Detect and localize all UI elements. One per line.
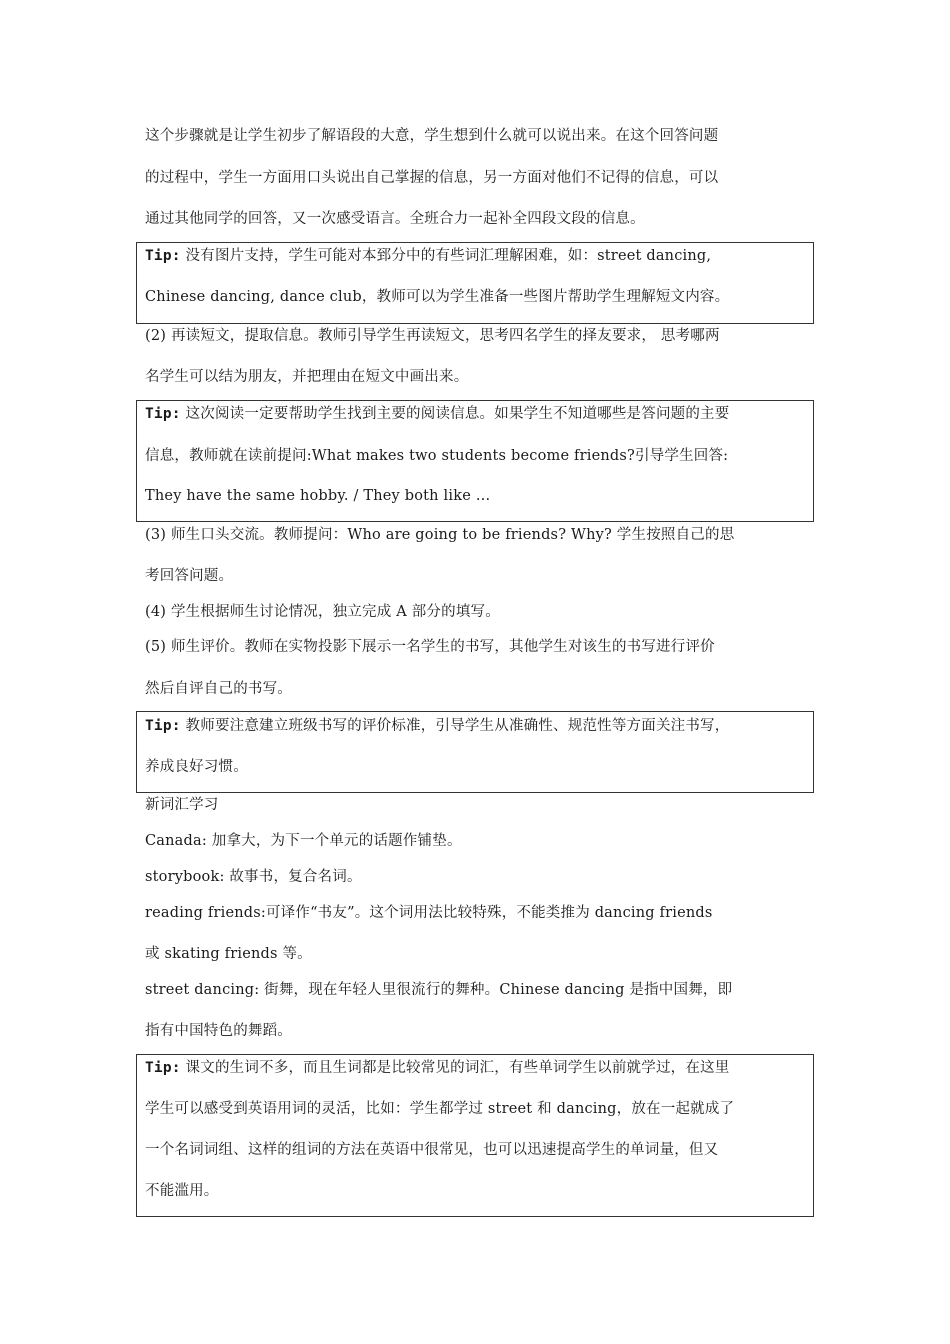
tip3-text-1: 教师要注意建立班级书写的评价标准，引导学生从准确性、规范性等方面关注书写， xyxy=(180,718,730,734)
tip2-line-2: 信息，教师就在读前提问:What makes two students become friends?引导学生回答: xyxy=(145,448,729,464)
step3-line-2: 考回答问题。 xyxy=(145,568,234,584)
tip2-line-1 xyxy=(145,404,810,424)
step4-line: (4) 学生根据师生讨论情况，独立完成 A 部分的填写。 xyxy=(145,604,500,620)
step3-line-1: (3) 师生口头交流。教师提问：Who are going to be friends? Why? 学生按照自己的思 xyxy=(145,527,735,543)
tip-label: Tip: xyxy=(145,1060,181,1076)
tip1-text-1: 没有图片支持，学生可能对本郅分中的有些词汇理解困难，如：street dancing, xyxy=(180,248,712,264)
intro-line-3: 通过其他同学的回答，又一次感受语言。全班合力一起补全四段文段的信息。 xyxy=(145,211,645,227)
vocab-line-reading-friends-1: reading friends:可译作“书友”。这个词用法比较特殊，不能类推为 dancing friends xyxy=(145,905,713,921)
tip4-line-2: 学生可以感受到英语用词的灵活，比如：学生都学过 street 和 dancing，放在一起就成了 xyxy=(145,1101,735,1117)
tip4-line-1 xyxy=(145,1058,810,1078)
step2-line-2: 名学生可以结为朋友，并把理由在短文中画出来。 xyxy=(145,369,469,385)
step5-line-1: (5) 师生评价。教师在实物投影下展示一名学生的书写，其他学生对该生的书写进行评价 xyxy=(145,639,715,655)
vocab-line-canada: Canada: 加拿大，为下一个单元的话题作铺垫。 xyxy=(145,833,462,849)
tip3-line-2: 养成良好习惯。 xyxy=(145,759,248,775)
vocab-line-street-dancing-2: 指有中国特色的舞蹈。 xyxy=(145,1023,292,1039)
tip-label: Tip: xyxy=(145,248,181,264)
tip2-text-1: 这次阅读一定要帮助学生找到主要的阅读信息。如果学生不知道哪些是答问题的主要 xyxy=(180,406,730,422)
tip-label: Tip: xyxy=(145,718,181,734)
tip2-line-3: They have the same hobby. / They both like … xyxy=(145,488,491,504)
step2-line-1: (2) 再读短文，提取信息。教师引导学生再读短文，思考四名学生的择友要求， 思考哪两 xyxy=(145,328,720,344)
vocab-line-reading-friends-2: 或 skating friends 等。 xyxy=(145,946,312,962)
vocab-line-storybook: storybook: 故事书，复合名词。 xyxy=(145,869,362,885)
intro-line-2: 的过程中，学生一方面用口头说出自己掌握的信息，另一方面对他们不记得的信息，可以 xyxy=(145,170,719,186)
tip4-line-3: 一个名词词组、这样的组词的方法在英语中很常见，也可以迅速提高学生的单词量，但又 xyxy=(145,1142,719,1158)
vocab-line-street-dancing-1: street dancing: 街舞，现在年轻人里很流行的舞种。Chinese dancing 是指中国舞，即 xyxy=(145,982,733,998)
intro-line-1: 这个步骤就是让学生初步了解语段的大意，学生想到什么就可以说出来。在这个回答问题 xyxy=(145,128,719,144)
tip4-text-1: 课文的生词不多，而且生词都是比较常见的词汇，有些单词学生以前就学过，在这里 xyxy=(180,1060,730,1076)
vocab-heading: 新词汇学习 xyxy=(145,797,219,813)
tip1-line-1 xyxy=(145,246,810,266)
tip1-line-2: Chinese dancing, dance club，教师可以为学生准备一些图片帮助学生理解短文内容。 xyxy=(145,289,730,305)
step5-line-2: 然后自评自己的书写。 xyxy=(145,681,292,697)
tip-label: Tip: xyxy=(145,406,181,422)
tip3-line-1 xyxy=(145,716,810,736)
tip4-line-4: 不能滥用。 xyxy=(145,1183,219,1199)
